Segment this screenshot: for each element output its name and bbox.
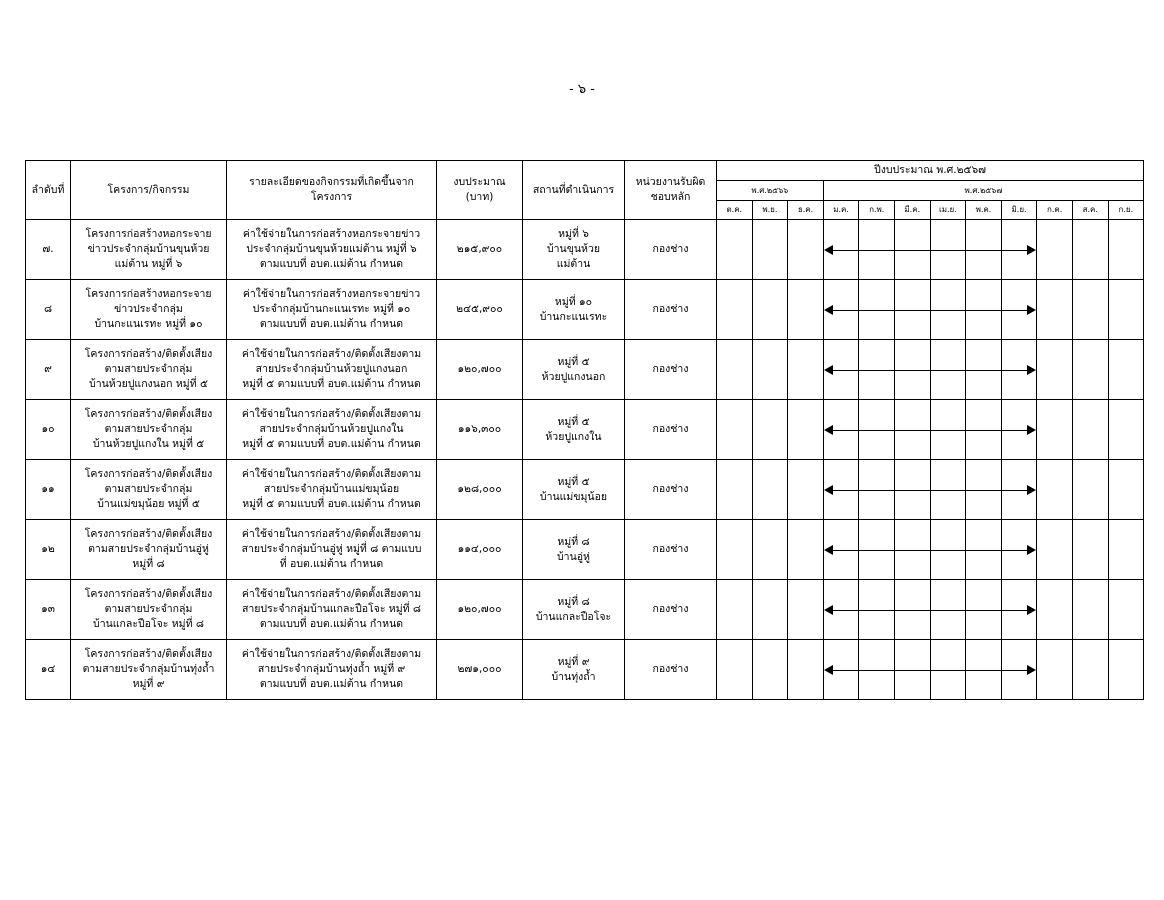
location-line: บ้านขุนห้วย: [546, 243, 601, 255]
project-name-line: บ้านกะแนเรทะ หมู่ที่ ๑๐: [94, 318, 203, 330]
row-number: ๗.: [26, 220, 71, 280]
header-budget: งบประมาณ (บาท): [437, 161, 523, 220]
month-cell: [1001, 580, 1037, 640]
timeline-bar: [966, 310, 1001, 311]
activity-detail-line: สายประจำกลุ่มบ้านอู่หู่ หมู่ที่ ๘ ตามแบบ: [241, 543, 422, 555]
budget-amount: ๑๒๐,๗๐๐: [437, 340, 523, 400]
header-month: ก.พ.: [859, 201, 895, 220]
month-cell: [1108, 460, 1144, 520]
month-cell: [717, 580, 753, 640]
location-line: บ้านกะแนเรทะ: [539, 310, 608, 323]
row-number: ๙: [26, 340, 71, 400]
location: [523, 520, 625, 580]
location-line: หมู่ที่ ๘: [557, 595, 590, 608]
activity-detail-line: หมู่ที่ ๕ ตามแบบที่ อบต.แม่ต้าน กำหนด: [242, 498, 421, 510]
month-cell: [717, 280, 753, 340]
activity-detail-line: ค่าใช้จ่ายในการก่อสร้าง/ติดตั้งเสียงตาม: [241, 348, 422, 360]
activity-detail-line: สายประจำกลุ่มบ้านทุ่งถ้ำ หมู่ที่ ๙: [257, 663, 406, 675]
month-cell: [1001, 640, 1037, 700]
project-name-line: ตามสายประจำกลุ่ม: [104, 483, 193, 495]
project-name-line: โครงการก่อสร้างหอกระจาย: [85, 288, 212, 300]
month-cell: [930, 400, 966, 460]
month-cell: [1072, 220, 1108, 280]
table-row: [26, 340, 1144, 400]
timeline-bar: [931, 610, 966, 611]
timeline-bar: [966, 370, 1001, 371]
arrow-left-icon: [824, 305, 833, 315]
month-cell: [966, 280, 1002, 340]
arrow-left-icon: [824, 365, 833, 375]
project-name-line: โครงการก่อสร้าง/ติดตั้งเสียง: [84, 348, 213, 360]
month-cell: [1037, 460, 1073, 520]
timeline-bar: [931, 550, 966, 551]
month-cell: [1072, 400, 1108, 460]
activity-detail: [227, 580, 437, 640]
activity-detail-line: ค่าใช้จ่ายในการก่อสร้างหอกระจายข่าว: [242, 288, 421, 300]
header-no: ลำดับที่: [26, 161, 71, 220]
month-cell: [1037, 580, 1073, 640]
timeline-bar: [931, 370, 966, 371]
month-cell: [930, 520, 966, 580]
month-cell: [752, 580, 788, 640]
month-cell: [894, 340, 930, 400]
month-cell: [717, 520, 753, 580]
responsible-agency: กองช่าง: [625, 400, 717, 460]
budget-amount: ๑๑๖,๓๐๐: [437, 400, 523, 460]
header-year-2566: พ.ศ.๒๕๖๖: [717, 181, 824, 201]
timeline-bar: [859, 610, 894, 611]
month-cell: [859, 220, 895, 280]
location: [523, 640, 625, 700]
timeline-bar: [931, 670, 966, 671]
month-cell: [894, 400, 930, 460]
table-row: [26, 520, 1144, 580]
budget-amount: ๒๗๑,๐๐๐: [437, 640, 523, 700]
activity-detail-line: สายประจำกลุ่มบ้านแกละปือโจะ หมู่ที่ ๘: [241, 603, 422, 615]
month-cell: [1037, 640, 1073, 700]
header-month: พ.ย.: [752, 201, 788, 220]
month-cell: [788, 460, 824, 520]
activity-detail-line: หมู่ที่ ๕ ตามแบบที่ อบต.แม่ต้าน กำหนด: [242, 378, 421, 390]
month-cell: [859, 340, 895, 400]
project-name-line: ตามสายประจำกลุ่มบ้านอู่หู่: [88, 543, 209, 555]
project-name-line: ข่าวประจำกลุ่มบ้านขุนห้วย: [87, 243, 210, 255]
budget-amount: ๒๔๕,๙๐๐: [437, 280, 523, 340]
month-cell: [752, 340, 788, 400]
month-cell: [823, 280, 859, 340]
activity-detail-line: ตามแบบที่ อบต.แม่ต้าน กำหนด: [259, 318, 404, 330]
location: [523, 340, 625, 400]
month-cell: [930, 640, 966, 700]
project-name-line: บ้านห้วยปูแกงนอก หมู่ที่ ๕: [89, 378, 208, 390]
location-line: หมู่ที่ ๘: [557, 535, 590, 548]
month-cell: [788, 220, 824, 280]
arrow-right-icon: [1027, 305, 1036, 315]
month-cell: [1001, 460, 1037, 520]
table-row: [26, 220, 1144, 280]
activity-detail-line: ที่ อบต.แม่ต้าน กำหนด: [279, 558, 384, 570]
timeline-bar: [895, 670, 930, 671]
month-cell: [1072, 580, 1108, 640]
month-cell: [788, 640, 824, 700]
project-name-line: บ้านห้วยปูแกงใน หมู่ที่ ๕: [92, 438, 205, 450]
month-cell: [717, 460, 753, 520]
header-month: ต.ค.: [717, 201, 753, 220]
month-cell: [966, 520, 1002, 580]
location-line: บ้านแม่ขมุน้อย: [539, 490, 608, 503]
timeline-bar: [931, 310, 966, 311]
month-cell: [1037, 340, 1073, 400]
month-cell: [823, 460, 859, 520]
arrow-right-icon: [1027, 365, 1036, 375]
timeline-bar: [966, 610, 1001, 611]
month-cell: [1001, 280, 1037, 340]
month-cell: [894, 640, 930, 700]
project-name-line: บ้านแกละปือโจะ หมู่ที่ ๘: [93, 618, 204, 630]
header-month: ส.ค.: [1072, 201, 1108, 220]
month-cell: [717, 220, 753, 280]
project-name: [71, 460, 227, 520]
activity-detail-line: ประจำกลุ่มบ้านกะแนเรทะ หมู่ที่ ๑๐: [252, 303, 411, 315]
arrow-right-icon: [1027, 485, 1036, 495]
month-cell: [930, 580, 966, 640]
timeline-bar: [859, 250, 894, 251]
project-name-line: โครงการก่อสร้าง/ติดตั้งเสียง: [84, 528, 213, 540]
arrow-right-icon: [1027, 665, 1036, 675]
month-cell: [1108, 340, 1144, 400]
row-number: ๑๔: [26, 640, 71, 700]
activity-detail-line: ค่าใช้จ่ายในการก่อสร้าง/ติดตั้งเสียงตาม: [241, 588, 422, 600]
table-row: [26, 460, 1144, 520]
month-cell: [788, 400, 824, 460]
month-cell: [823, 520, 859, 580]
timeline-bar: [895, 550, 930, 551]
month-cell: [1072, 280, 1108, 340]
month-cell: [788, 580, 824, 640]
arrow-left-icon: [824, 425, 833, 435]
month-cell: [823, 340, 859, 400]
project-name: [71, 340, 227, 400]
timeline-bar: [895, 370, 930, 371]
row-number: ๑๐: [26, 400, 71, 460]
month-cell: [1072, 640, 1108, 700]
month-cell: [1108, 280, 1144, 340]
timeline-bar: [895, 310, 930, 311]
location-line: บ้านแกละปือโจะ: [535, 610, 612, 623]
month-cell: [930, 280, 966, 340]
table-body: [26, 220, 1144, 700]
location-line: หมู่ที่ ๖: [558, 228, 589, 240]
header-month: ธ.ค.: [788, 201, 824, 220]
page-number: - ๖ -: [569, 82, 595, 97]
project-name: [71, 280, 227, 340]
header-month: ก.ย.: [1108, 201, 1144, 220]
location-line: ห้วยปูแกงนอก: [541, 370, 606, 383]
table-row: [26, 400, 1144, 460]
budget-amount: ๒๑๕,๙๐๐: [437, 220, 523, 280]
header-month: เม.ย.: [930, 201, 966, 220]
location: [523, 400, 625, 460]
project-name-line: โครงการก่อสร้าง/ติดตั้งเสียง: [84, 588, 213, 600]
month-cell: [930, 460, 966, 520]
timeline-bar: [895, 610, 930, 611]
project-name-line: บ้านแม่ขมุน้อย หมู่ที่ ๕: [97, 498, 200, 510]
activity-detail-line: ค่าใช้จ่ายในการก่อสร้าง/ติดตั้งเสียงตาม: [241, 468, 422, 480]
header-month: ม.ค.: [823, 201, 859, 220]
header-detail: รายละเอียดของกิจกรรมที่เกิดขึ้นจากโครงการ: [227, 161, 437, 220]
timeline-bar: [859, 370, 894, 371]
activity-detail-line: สายประจำกลุ่มบ้านแม่ขมุน้อย: [263, 483, 400, 495]
month-cell: [752, 460, 788, 520]
project-name-line: โครงการก่อสร้าง/ติดตั้งเสียง: [84, 468, 213, 480]
month-cell: [752, 640, 788, 700]
activity-detail: [227, 340, 437, 400]
location-line: ห้วยปูแกงใน: [545, 430, 602, 443]
table-row: [26, 640, 1144, 700]
responsible-agency: กองช่าง: [625, 460, 717, 520]
budget-amount: ๑๒๐,๗๐๐: [437, 580, 523, 640]
month-cell: [859, 580, 895, 640]
month-cell: [1001, 400, 1037, 460]
activity-detail-line: ค่าใช้จ่ายในการก่อสร้างหอกระจายข่าว: [242, 228, 421, 240]
location-line: หมู่ที่ ๕: [557, 415, 590, 428]
month-cell: [717, 640, 753, 700]
location-line: แม่ต้าน: [556, 258, 591, 270]
month-cell: [823, 400, 859, 460]
activity-detail: [227, 640, 437, 700]
month-cell: [752, 220, 788, 280]
row-number: ๑๑: [26, 460, 71, 520]
header-year-2567: พ.ศ.๒๕๖๗: [823, 181, 1143, 201]
month-cell: [1108, 220, 1144, 280]
responsible-agency: กองช่าง: [625, 520, 717, 580]
arrow-left-icon: [824, 665, 833, 675]
project-name-line: โครงการก่อสร้าง/ติดตั้งเสียง: [84, 648, 213, 660]
timeline-bar: [859, 670, 894, 671]
arrow-right-icon: [1027, 425, 1036, 435]
location-line: หมู่ที่ ๕: [557, 475, 590, 488]
timeline-bar: [895, 430, 930, 431]
month-cell: [717, 340, 753, 400]
activity-detail-line: ตามแบบที่ อบต.แม่ต้าน กำหนด: [259, 258, 404, 270]
month-cell: [894, 280, 930, 340]
month-cell: [1001, 220, 1037, 280]
location-line: หมู่ที่ ๑๐: [554, 295, 593, 308]
activity-detail-line: สายประจำกลุ่มบ้านห้วยปูแกงนอก: [255, 363, 408, 375]
month-cell: [1037, 280, 1073, 340]
timeline-bar: [931, 490, 966, 491]
project-name-line: ตามสายประจำกลุ่ม: [104, 603, 193, 615]
header-month: ก.ค.: [1037, 201, 1073, 220]
project-name-line: ข่าวประจำกลุ่ม: [114, 303, 183, 315]
responsible-agency: กองช่าง: [625, 580, 717, 640]
month-cell: [859, 640, 895, 700]
activity-detail: [227, 280, 437, 340]
project-name-line: ตามสายประจำกลุ่ม: [104, 363, 193, 375]
month-cell: [1108, 580, 1144, 640]
budget-amount: ๑๒๘,๐๐๐: [437, 460, 523, 520]
activity-detail-line: สายประจำกลุ่มบ้านห้วยปูแกงใน: [259, 423, 404, 435]
timeline-bar: [966, 250, 1001, 251]
activity-detail: [227, 460, 437, 520]
month-cell: [930, 220, 966, 280]
row-number: ๑๒: [26, 520, 71, 580]
timeline-bar: [859, 430, 894, 431]
activity-detail: [227, 400, 437, 460]
project-name-line: โครงการก่อสร้างหอกระจาย: [85, 228, 212, 240]
arrow-left-icon: [824, 545, 833, 555]
month-cell: [966, 640, 1002, 700]
activity-detail-line: ค่าใช้จ่ายในการก่อสร้าง/ติดตั้งเสียงตาม: [241, 408, 422, 420]
row-number: ๑๓: [26, 580, 71, 640]
month-cell: [717, 400, 753, 460]
location-line: บ้านอู่หู่: [557, 550, 590, 563]
month-cell: [752, 520, 788, 580]
month-cell: [1108, 520, 1144, 580]
month-cell: [859, 400, 895, 460]
month-cell: [1037, 400, 1073, 460]
arrow-left-icon: [824, 605, 833, 615]
responsible-agency: กองช่าง: [625, 340, 717, 400]
month-cell: [1037, 220, 1073, 280]
row-number: ๘: [26, 280, 71, 340]
month-cell: [966, 580, 1002, 640]
project-name: [71, 580, 227, 640]
location: [523, 580, 625, 640]
timeline-bar: [966, 430, 1001, 431]
timeline-bar: [859, 490, 894, 491]
header-month: มิ.ย.: [1001, 201, 1037, 220]
activity-detail-line: ค่าใช้จ่ายในการก่อสร้าง/ติดตั้งเสียงตาม: [241, 648, 422, 660]
month-cell: [823, 580, 859, 640]
month-cell: [788, 340, 824, 400]
month-cell: [823, 640, 859, 700]
month-cell: [823, 220, 859, 280]
responsible-agency: กองช่าง: [625, 220, 717, 280]
month-cell: [859, 280, 895, 340]
arrow-right-icon: [1027, 545, 1036, 555]
month-cell: [752, 280, 788, 340]
arrow-right-icon: [1027, 245, 1036, 255]
location-line: บ้านทุ่งถ้ำ: [551, 670, 596, 683]
month-cell: [1072, 340, 1108, 400]
timeline-bar: [966, 490, 1001, 491]
project-name: [71, 640, 227, 700]
activity-detail-line: ประจำกลุ่มบ้านขุนห้วยแม่ต้าน หมู่ที่ ๖: [246, 243, 417, 255]
month-cell: [1037, 520, 1073, 580]
activity-detail-line: หมู่ที่ ๕ ตามแบบที่ อบต.แม่ต้าน กำหนด: [242, 438, 421, 450]
month-cell: [1072, 520, 1108, 580]
table-header: [26, 161, 1144, 220]
month-cell: [894, 580, 930, 640]
project-name: [71, 520, 227, 580]
responsible-agency: กองช่าง: [625, 640, 717, 700]
location-line: หมู่ที่ ๙: [557, 655, 590, 668]
month-cell: [752, 400, 788, 460]
project-name-line: ตามสายประจำกลุ่ม: [104, 423, 193, 435]
month-cell: [788, 520, 824, 580]
month-cell: [966, 220, 1002, 280]
month-cell: [1108, 640, 1144, 700]
table-row: [26, 280, 1144, 340]
month-cell: [966, 460, 1002, 520]
month-cell: [930, 340, 966, 400]
header-month: พ.ค.: [966, 201, 1002, 220]
activity-detail: [227, 220, 437, 280]
month-cell: [894, 460, 930, 520]
month-cell: [1001, 520, 1037, 580]
location: [523, 220, 625, 280]
month-cell: [966, 400, 1002, 460]
month-cell: [859, 460, 895, 520]
location: [523, 460, 625, 520]
location-line: หมู่ที่ ๕: [557, 355, 590, 368]
arrow-left-icon: [824, 485, 833, 495]
timeline-bar: [966, 670, 1001, 671]
location: [523, 280, 625, 340]
project-name-line: แม่ต้าน หมู่ที่ ๖: [114, 258, 183, 270]
project-name: [71, 400, 227, 460]
month-cell: [1072, 460, 1108, 520]
activity-detail-line: ตามแบบที่ อบต.แม่ต้าน กำหนด: [259, 618, 404, 630]
project-name-line: หมู่ที่ ๙: [132, 678, 165, 690]
project-plan-table: [25, 160, 1144, 700]
timeline-bar: [895, 490, 930, 491]
header-project: โครงการ/กิจกรรม: [71, 161, 227, 220]
timeline-bar: [966, 550, 1001, 551]
project-name: [71, 220, 227, 280]
header-agency: หน่วยงานรับผิดชอบหลัก: [625, 161, 717, 220]
responsible-agency: กองช่าง: [625, 280, 717, 340]
project-name-line: โครงการก่อสร้าง/ติดตั้งเสียง: [84, 408, 213, 420]
header-month: มี.ค.: [894, 201, 930, 220]
activity-detail-line: ตามแบบที่ อบต.แม่ต้าน กำหนด: [259, 678, 404, 690]
header-location: สถานที่ดำเนินการ: [523, 161, 625, 220]
header-fiscal-year: ปีงบประมาณ พ.ศ.๒๕๖๗: [717, 161, 1144, 181]
month-cell: [894, 220, 930, 280]
project-name-line: ตามสายประจำกลุ่มบ้านทุ่งถ้ำ: [82, 663, 215, 675]
timeline-bar: [931, 430, 966, 431]
table-row: [26, 580, 1144, 640]
month-cell: [788, 280, 824, 340]
timeline-bar: [931, 250, 966, 251]
month-cell: [1001, 340, 1037, 400]
arrow-left-icon: [824, 245, 833, 255]
month-cell: [1108, 400, 1144, 460]
timeline-bar: [895, 250, 930, 251]
budget-amount: ๑๑๔,๐๐๐: [437, 520, 523, 580]
project-name-line: หมู่ที่ ๘: [132, 558, 165, 570]
timeline-bar: [859, 310, 894, 311]
month-cell: [894, 520, 930, 580]
activity-detail-line: ค่าใช้จ่ายในการก่อสร้าง/ติดตั้งเสียงตาม: [241, 528, 422, 540]
month-cell: [859, 520, 895, 580]
arrow-right-icon: [1027, 605, 1036, 615]
timeline-bar: [859, 550, 894, 551]
month-cell: [966, 340, 1002, 400]
activity-detail: [227, 520, 437, 580]
